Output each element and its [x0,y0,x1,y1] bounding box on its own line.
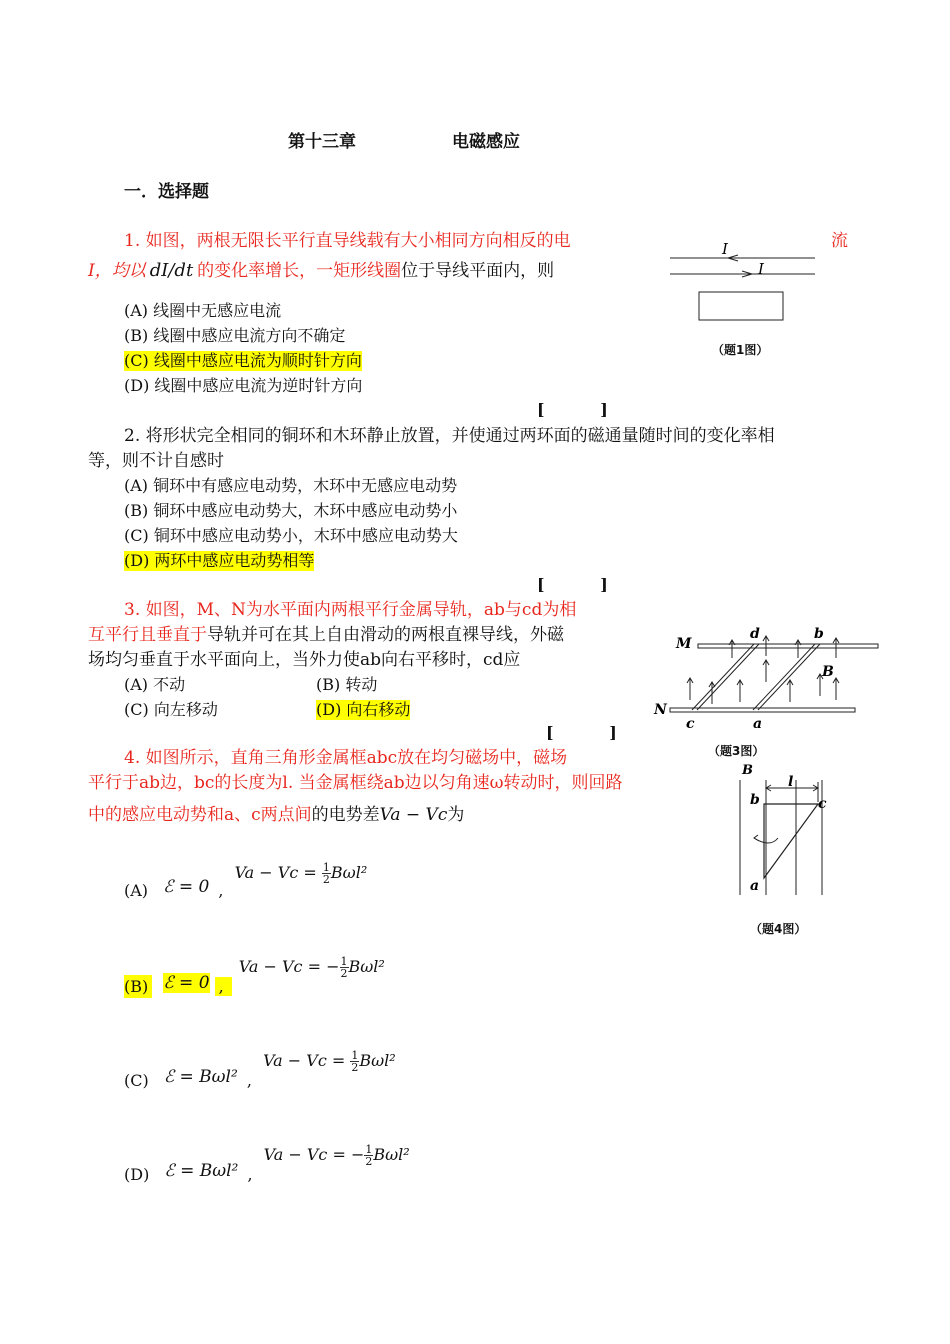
q1-line1: 1. 如图，两根无限长平行直导线载有大小相同方向相反的电 [124,231,571,251]
q4-option-b-frac [340,956,349,979]
q4-label-c: c [818,796,827,812]
q3-label-a: a [753,716,763,732]
chapter-number: 第十三章 [288,132,356,152]
q4-option-a-tail: Bωl² [330,863,368,882]
q3-wire-ab-b [758,644,820,710]
q4-option-d-frac-num: 1 [365,1143,373,1156]
q1-rect-coil [699,292,783,320]
q4-option-c-tail: Bωl² [359,1051,396,1070]
q4-option-d-frac-den: 2 [365,1155,373,1168]
q3-label-n: N [654,702,667,718]
chapter-topic: 电磁感应 [452,132,520,152]
q4-option-d-frac [364,1144,373,1167]
q4-rotation-arrowhead-icon [754,835,759,841]
q1-figure-caption: （题1图） [712,343,769,357]
q3-wire-cd-a [692,644,754,710]
q4-option-a-expr [234,861,368,886]
q2-option-b: (B) 铜环中感应电动势大，木环中感应电动势小 [124,501,458,520]
q4-option-b-emf: ℰ = 0 [163,973,210,993]
q3-wire-cd-b [697,644,759,710]
q2-option-d: (D) 两环中感应电动势相等 [124,551,315,570]
q2-line1: 2. 将形状完全相同的铜环和木环静止放置，并使通过两环面的磁通量随时间的变化率相 [124,426,775,446]
q3-option-c: (C) 向左移动 [124,700,218,719]
q2-line2: 等，则不计自感时 [88,451,224,471]
q3-label-c: c [686,716,695,732]
q4-option-b-expr [238,955,385,980]
q1-line1-tail: 流 [831,231,848,251]
q4-option-d-sep: , [247,1165,253,1184]
q4-option-c-emf: ℰ = Bωl² [163,1067,238,1087]
q4-option-c-sep: , [246,1071,252,1090]
q4-line3-end: 为 [447,805,465,825]
q3-wire-ab-a [753,644,815,710]
q4-option-b-sign: − [326,957,340,976]
q1-line2-black: 位于导线平面内，则 [401,261,555,281]
q4-option-b-sep: , [215,977,232,996]
q4-option-a-sep: , [218,881,224,900]
q3-line1: 3. 如图，M、N为水平面内两根平行金属导轨，ab与cd为相 [124,600,577,620]
q4-option-d [124,1143,410,1184]
q4-option-b-frac-den: 2 [340,967,348,980]
q3-line2-black: 导轨并可在其上自由滑动的两根直裸导线，外磁 [207,625,564,645]
q3-label-b: b [814,626,824,642]
q1-option-c: (C) 线圈中感应电流为顺时针方向 [124,351,362,370]
q4-figure [730,760,840,900]
q4-option-c-lhs: Va − Vc = [263,1051,351,1070]
q3-option-a: (A) 不动 [124,675,186,694]
q4-option-b-frac-num: 1 [340,955,348,968]
q4-line1: 4. 如图所示，直角三角形金属框abc放在均匀磁场中，磁场 [124,748,568,768]
q3-option-b: (B) 转动 [316,675,378,694]
q4-option-c-label: (C) [124,1071,149,1090]
q3-line2-red: 互平行且垂直于 [88,625,207,645]
q3-option-d: (D) 向右移动 [316,700,411,719]
q4-option-d-expr [263,1143,410,1168]
section-title: 一．选择题 [124,182,209,202]
q4-option-c-frac-num: 1 [351,1049,359,1062]
q4-figure-caption: （题4图） [750,922,807,936]
q2-option-a: (A) 铜环中有感应电动势，木环中无感应电动势 [124,476,458,495]
q4-option-c-expr [263,1049,396,1074]
q1-option-b: (B) 线圈中感应电流方向不确定 [124,326,346,345]
q4-option-a-lhs: Va − Vc = [234,863,322,882]
q4-option-a-frac-den: 2 [322,873,330,886]
q3-line2 [88,625,564,645]
q4-line3 [88,805,464,825]
q4-option-a [124,861,368,900]
q3-answer-bracket: [ ] [546,723,617,742]
q4-option-c [124,1049,396,1090]
q4-line2: 平行于ab边，bc的长度为l. 当金属框绕ab边以匀角速ω转动时，则回路 [88,773,623,793]
q4-label-b: b [750,792,760,808]
q4-option-d-lhs: Va − Vc = [263,1145,351,1164]
q4-label-field: B [742,763,753,778]
q1-label-bottom: I [758,260,764,278]
q4-label-l: l [788,774,794,790]
q4-line3-expr: Va − Vc [379,805,448,825]
q4-option-b-tail: Bωl² [348,957,385,976]
q4-line3-black: 的电势差 [311,805,380,825]
q1-line2 [88,256,554,281]
q4-triangle-frame [764,804,818,878]
q4-option-a-frac [322,862,331,885]
q4-option-c-frac [350,1050,359,1073]
q4-option-a-label: (A) [124,881,149,900]
q4-label-a: a [750,878,760,894]
q4-option-d-sign: − [350,1145,365,1164]
q3-label-d: d [750,626,760,642]
q3-figure [650,624,880,744]
q3-rail-m [698,644,878,648]
q1-answer-bracket: [ ] [537,400,608,419]
q1-line2-current: I，均以 [88,261,146,281]
q2-answer-bracket: [ ] [537,575,608,594]
q4-option-d-label: (D) [124,1165,150,1184]
q1-option-d: (D) 线圈中感应电流为逆时针方向 [124,376,363,395]
q1-option-a: (A) 线圈中无感应电流 [124,301,282,320]
q4-option-a-emf: ℰ = 0 [163,877,210,897]
q4-option-c-frac-den: 2 [351,1061,359,1074]
q3-label-m: M [676,636,692,652]
q1-label-top: I [722,240,728,258]
q1-line2-red: 的变化率增长，一矩形线圈 [197,261,402,281]
q4-option-d-tail: Bωl² [373,1145,410,1164]
q4-option-a-frac-num: 1 [322,861,330,874]
q4-option-b-label: (B) [124,975,152,998]
q4-option-b [124,955,385,996]
q3-label-field: B [822,664,834,680]
q2-option-c: (C) 铜环中感应电动势小，木环中感应电动势大 [124,526,458,545]
q4-option-b-lhs: Va − Vc = [238,957,327,976]
q4-option-d-emf: ℰ = Bωl² [164,1161,239,1181]
q4-line3-red: 中的感应电动势和a、c两点间 [88,805,312,825]
q3-figure-caption: （题3图） [708,744,765,758]
q3-field-arrows-icon [687,636,839,704]
q1-rate: dI/dt [149,260,194,281]
q3-line3: 场均匀垂直于水平面向上，当外力使ab向右平移时，cd应 [88,650,521,670]
